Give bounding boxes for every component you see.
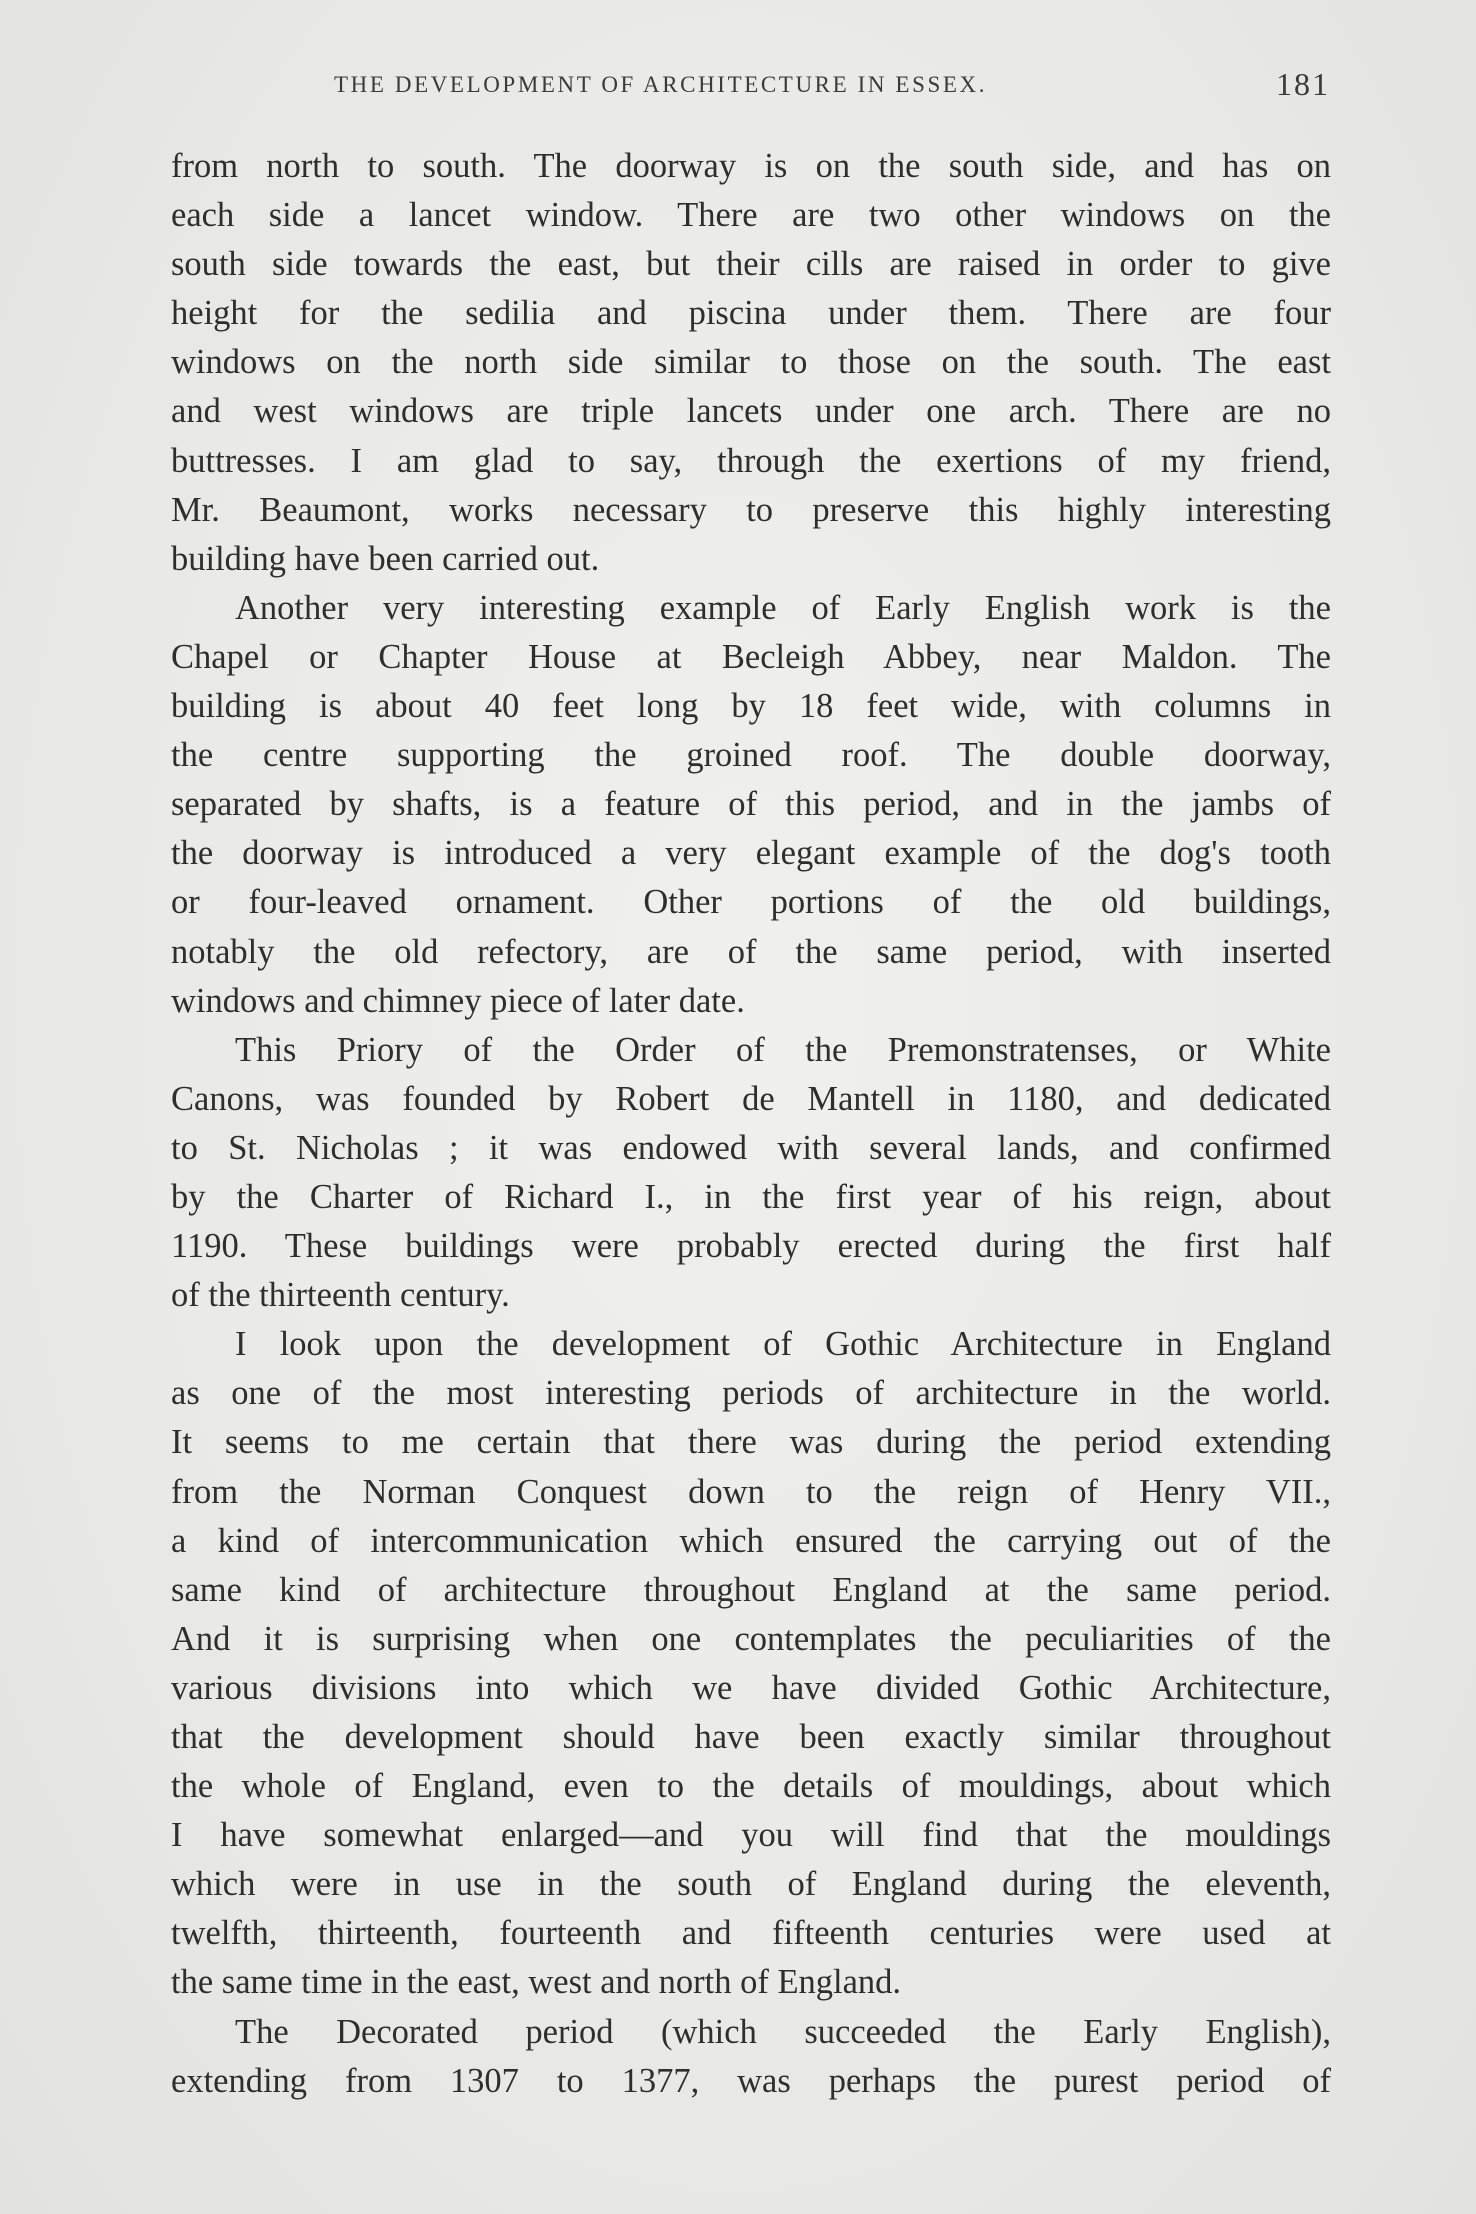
text-line: which were in use in the south of England during the eleventh,: [171, 1865, 1331, 1904]
page-number: 181: [1276, 66, 1330, 102]
text-line: Chapel or Chapter House at Becleigh Abbey, near Maldon. The: [171, 637, 1331, 676]
running-title: THE DEVELOPMENT OF ARCHITECTURE IN ESSEX.: [334, 72, 988, 97]
text-line: the doorway is introduced a very elegant example of the dog's tooth: [171, 834, 1331, 873]
text-line: by the Charter of Richard I., in the first year of his reign, about: [171, 1177, 1331, 1216]
text-line: of the thirteenth century.: [171, 1276, 510, 1315]
text-line: 1190. These buildings were probably erected during the first half: [171, 1227, 1331, 1266]
running-head: [170, 66, 1330, 116]
text-line: And it is surprising when one contemplates the peculiarities of the: [171, 1619, 1331, 1658]
text-line: same kind of architecture throughout England at the same period.: [171, 1570, 1331, 1609]
text-line: extending from 1307 to 1377, was perhaps the purest period of: [171, 2061, 1331, 2100]
text-line: building is about 40 feet long by 18 feet wide, with columns in: [171, 687, 1331, 726]
text-line: various divisions into which we have divided Gothic Architecture,: [171, 1668, 1331, 1707]
text-line: the same time in the east, west and north of England.: [171, 1963, 902, 2002]
text-line: from the Norman Conquest down to the reign of Henry VII.,: [171, 1472, 1331, 1511]
text-line: Another very interesting example of Early English work is the: [235, 588, 1331, 627]
text-line: the whole of England, even to the details of mouldings, about which: [171, 1767, 1331, 1806]
text-line: that the development should have been exactly similar throughout: [171, 1718, 1331, 1756]
text-line: windows and chimney piece of later date.: [171, 981, 745, 1020]
text-line: Canons, was founded by Robert de Mantell in 1180, and dedicated: [171, 1079, 1331, 1118]
text-line: windows on the north side similar to those on the south. The east: [171, 343, 1331, 382]
text-line: I look upon the development of Gothic Architecture in England: [235, 1325, 1331, 1364]
body-text: [171, 142, 1331, 2106]
text-line: the centre supporting the groined roof. The double doorway,: [171, 736, 1331, 775]
text-line: each side a lancet window. There are two other windows on the: [171, 196, 1331, 235]
text-line: and west windows are triple lancets under one arch. There are no: [171, 392, 1331, 431]
text-line: I have somewhat enlarged—and you will find that the mouldings: [171, 1816, 1331, 1855]
text-line: twelfth, thirteenth, fourteenth and fifteenth centuries were used at: [171, 1914, 1331, 1953]
text-line: south side towards the east, but their cills are raised in order to give: [171, 245, 1331, 284]
text-line: from north to south. The doorway is on the south side, and has on: [171, 147, 1331, 185]
text-line: buttresses. I am glad to say, through the exertions of my friend,: [171, 441, 1331, 480]
text-line: The Decorated period (which succeeded the Early English),: [235, 2012, 1331, 2051]
text-line: notably the old refectory, are of the same period, with inserted: [171, 932, 1331, 971]
text-line: height for the sedilia and piscina under them. There are four: [171, 294, 1331, 333]
text-line: building have been carried out.: [171, 539, 600, 578]
text-line: or four-leaved ornament. Other portions of the old buildings,: [171, 883, 1331, 922]
text-line: as one of the most interesting periods of architecture in the world.: [171, 1374, 1331, 1413]
text-line: It seems to me certain that there was during the period extending: [171, 1423, 1331, 1462]
text-line: This Priory of the Order of the Premonstratenses, or White: [235, 1030, 1331, 1069]
text-line: Mr. Beaumont, works necessary to preserve this highly interesting: [171, 490, 1331, 529]
text-line: a kind of intercommunication which ensured the carrying out of the: [171, 1521, 1331, 1560]
text-line: separated by shafts, is a feature of this period, and in the jambs of: [171, 785, 1331, 824]
text-line: to St. Nicholas ; it was endowed with several lands, and confirmed: [171, 1128, 1331, 1167]
